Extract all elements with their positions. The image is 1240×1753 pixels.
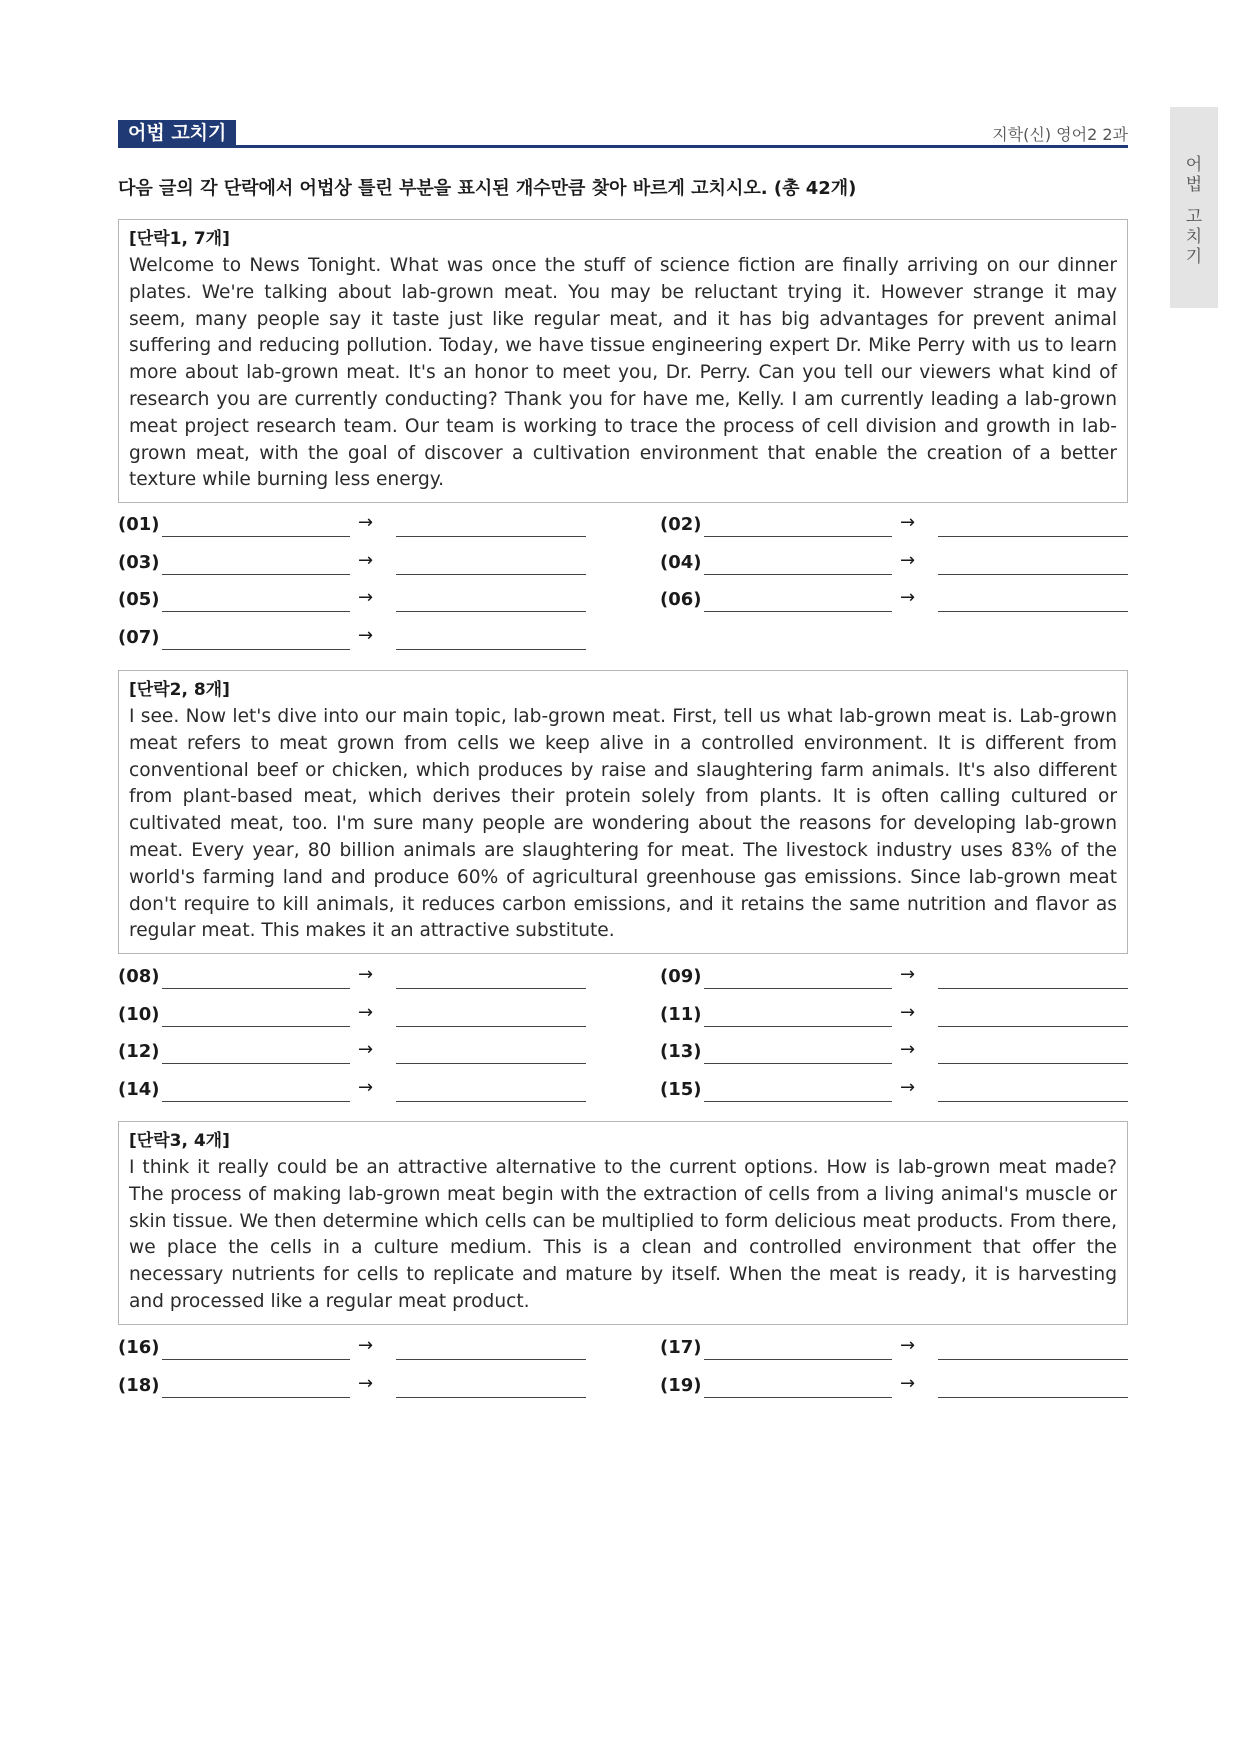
answer-number: (10) (118, 1003, 160, 1025)
answer-number: (11) (660, 1003, 702, 1025)
answer-number: (16) (118, 1337, 160, 1358)
arrow-icon: → (358, 964, 374, 985)
answer-number: (04) (660, 551, 702, 573)
header-divider (118, 145, 1128, 148)
correction-blank[interactable] (938, 574, 1128, 575)
wrong-phrase-blank[interactable] (704, 1026, 892, 1027)
arrow-icon: → (900, 1001, 916, 1023)
side-tab-char: 법 (1185, 175, 1203, 195)
answer-row (118, 548, 1128, 586)
answer-number: (01) (118, 514, 160, 535)
answer-number: (07) (118, 626, 160, 648)
wrong-phrase-blank[interactable] (162, 1101, 350, 1102)
answer-row (118, 623, 1128, 661)
answer-group-1 (118, 510, 1128, 660)
side-tab-char: 기 (1185, 247, 1203, 267)
arrow-icon: → (358, 1335, 374, 1356)
wrong-phrase-blank[interactable] (162, 1397, 350, 1398)
correction-blank[interactable] (396, 1026, 586, 1027)
answer-item (118, 1333, 586, 1363)
correction-blank[interactable] (396, 536, 586, 537)
answer-item (118, 962, 586, 992)
answer-item (660, 1371, 1128, 1401)
wrong-phrase-blank[interactable] (704, 536, 892, 537)
correction-blank[interactable] (938, 1397, 1128, 1398)
course-label: 지학(신) 영어2 2과 (992, 125, 1128, 144)
arrow-icon: → (900, 549, 916, 571)
correction-blank[interactable] (396, 649, 586, 650)
correction-blank[interactable] (396, 1063, 586, 1064)
answer-item (118, 1075, 586, 1105)
answer-number: (15) (660, 1078, 702, 1100)
arrow-icon: → (900, 1039, 916, 1060)
answer-item (660, 1333, 1128, 1363)
paragraph-text: I think it really could be an attractive alternative to the current options. How is lab-grown meat made? The process of making lab-grown meat begin with the extraction of cells from a living animal's muscle or skin tissue. We then determine which cells can be multiplied to form delicious meat products. From there, we place the cells in a culture medium. This is a clean and controlled environment that offer the necessary nutrients for cells to replicate and mature by itself. When the meat is ready, it is harvesting and processed like a regular meat product. (129, 1157, 1117, 1312)
answer-item (118, 1000, 586, 1030)
answer-group-3 (118, 1333, 1128, 1408)
answer-row (118, 1333, 1128, 1371)
arrow-icon: → (900, 1076, 916, 1098)
paragraph-box-3 (118, 1121, 1128, 1325)
arrow-icon: → (358, 1076, 374, 1098)
correction-blank[interactable] (938, 1026, 1128, 1027)
wrong-phrase-blank[interactable] (704, 1359, 892, 1360)
paragraph-text: Welcome to News Tonight. What was once the stuff of science fiction are finally arriving on our dinner plates. We're talking about lab-grown meat. You may be reluctant trying it. However strange it may seem, many people say it taste just like regular meat, and it has big advantages for prevent animal suffering and reducing pollution. Today, we have tissue engineering expert Dr. Mike Perry with us to learn more about lab-grown meat. It's an honor to meet you, Dr. Perry. Can you tell our viewers what kind of research you are currently conducting? Thank you for have me, Kelly. I am currently leading a lab-grown meat project research team. Our team is working to trace the process of cell division and growth in lab-grown meat, with the goal of discover a cultivation environment that enable the creation of a better texture while burning less energy. (129, 255, 1117, 491)
answer-number: (12) (118, 1041, 160, 1062)
correction-blank[interactable] (938, 611, 1128, 612)
answer-number: (19) (660, 1374, 702, 1396)
answer-item (118, 1371, 586, 1401)
wrong-phrase-blank[interactable] (162, 574, 350, 575)
answer-number: (09) (660, 966, 702, 987)
answer-item (660, 1075, 1128, 1105)
correction-blank[interactable] (938, 1359, 1128, 1360)
correction-blank[interactable] (396, 611, 586, 612)
answer-item (118, 1037, 586, 1067)
correction-blank[interactable] (396, 988, 586, 989)
side-tab-char: 어 (1185, 155, 1203, 175)
answer-number: (13) (660, 1041, 702, 1062)
answer-row (118, 585, 1128, 623)
answer-row (118, 962, 1128, 1000)
answer-number: (17) (660, 1337, 702, 1358)
correction-blank[interactable] (396, 1359, 586, 1360)
wrong-phrase-blank[interactable] (704, 611, 892, 612)
answer-item (118, 510, 586, 540)
paragraph-text: I see. Now let's dive into our main topic, lab-grown meat. First, tell us what lab-grown meat is. Lab-grown meat refers to meat grown from cells we keep alive in a controlled environment. It is different from conventional beef or chicken, which produces by raise and slaughtering farm animals. It's also different from plant-based meat, which derives their protein solely from plants. It is often calling cultured or cultivated meat, too. I'm sure many people are wondering about the reasons for developing lab-grown meat. Every year, 80 billion animals are slaughtering for meat. The livestock industry uses 83% of the world's farming land and produce 60% of agricultural greenhouse gas emissions. Since lab-grown meat don't require to kill animals, it reduces carbon emissions, and it retains the same nutrition and flavor as regular meat. This makes it an attractive substitute. (129, 706, 1117, 942)
answer-item (660, 1037, 1128, 1067)
arrow-icon: → (900, 964, 916, 985)
answer-row (118, 510, 1128, 548)
arrow-icon: → (358, 1372, 374, 1394)
arrow-icon: → (358, 587, 374, 608)
answer-row (118, 1075, 1128, 1113)
wrong-phrase-blank[interactable] (162, 536, 350, 537)
wrong-phrase-blank[interactable] (162, 1063, 350, 1064)
paragraph-title: [단락2, 8개] (129, 680, 230, 700)
answer-item (118, 548, 586, 578)
arrow-icon: → (358, 1001, 374, 1023)
answer-row (118, 1000, 1128, 1038)
answer-number: (14) (118, 1078, 160, 1100)
correction-blank[interactable] (938, 1063, 1128, 1064)
wrong-phrase-blank[interactable] (704, 574, 892, 575)
answer-item (660, 548, 1128, 578)
wrong-phrase-blank[interactable] (162, 1026, 350, 1027)
arrow-icon: → (358, 512, 374, 533)
correction-blank[interactable] (396, 1101, 586, 1102)
arrow-icon: → (900, 1335, 916, 1356)
wrong-phrase-blank[interactable] (704, 988, 892, 989)
side-tab (1170, 107, 1218, 308)
answer-number: (08) (118, 966, 160, 987)
answer-number: (02) (660, 514, 702, 535)
answer-number: (03) (118, 551, 160, 573)
answer-item (118, 623, 586, 653)
correction-blank[interactable] (396, 574, 586, 575)
arrow-icon: → (358, 549, 374, 571)
wrong-phrase-blank[interactable] (162, 1359, 350, 1360)
wrong-phrase-blank[interactable] (162, 988, 350, 989)
paragraph-box-1 (118, 219, 1128, 503)
paragraph-title: [단락3, 4개] (129, 1131, 230, 1151)
answer-row (118, 1037, 1128, 1075)
arrow-icon: → (900, 587, 916, 608)
answer-row (118, 1371, 1128, 1409)
arrow-icon: → (900, 512, 916, 533)
correction-blank[interactable] (938, 1101, 1128, 1102)
wrong-phrase-blank[interactable] (704, 1101, 892, 1102)
answer-item (660, 510, 1128, 540)
side-tab-char: 고 (1185, 207, 1203, 227)
wrong-phrase-blank[interactable] (704, 1063, 892, 1064)
answer-item (660, 962, 1128, 992)
section-tag: 어법 고치기 (118, 120, 236, 146)
answer-item (118, 585, 586, 615)
answer-number: (18) (118, 1374, 160, 1396)
answer-item (660, 1000, 1128, 1030)
side-tab-char: 치 (1185, 227, 1203, 247)
answer-number: (05) (118, 589, 160, 610)
instruction: 다음 글의 각 단락에서 어법상 틀린 부분을 표시된 개수만큼 찾아 바르게 고치시오. (총 42개) (118, 178, 857, 199)
arrow-icon: → (358, 1039, 374, 1060)
correction-blank[interactable] (396, 1397, 586, 1398)
correction-blank[interactable] (938, 988, 1128, 989)
answer-item (660, 585, 1128, 615)
arrow-icon: → (900, 1372, 916, 1394)
paragraph-box-2 (118, 670, 1128, 954)
answer-number: (06) (660, 589, 702, 610)
correction-blank[interactable] (938, 536, 1128, 537)
wrong-phrase-blank[interactable] (162, 611, 350, 612)
arrow-icon: → (358, 624, 374, 646)
wrong-phrase-blank[interactable] (162, 649, 350, 650)
wrong-phrase-blank[interactable] (704, 1397, 892, 1398)
answer-group-2 (118, 962, 1128, 1112)
paragraph-title: [단락1, 7개] (129, 229, 230, 249)
